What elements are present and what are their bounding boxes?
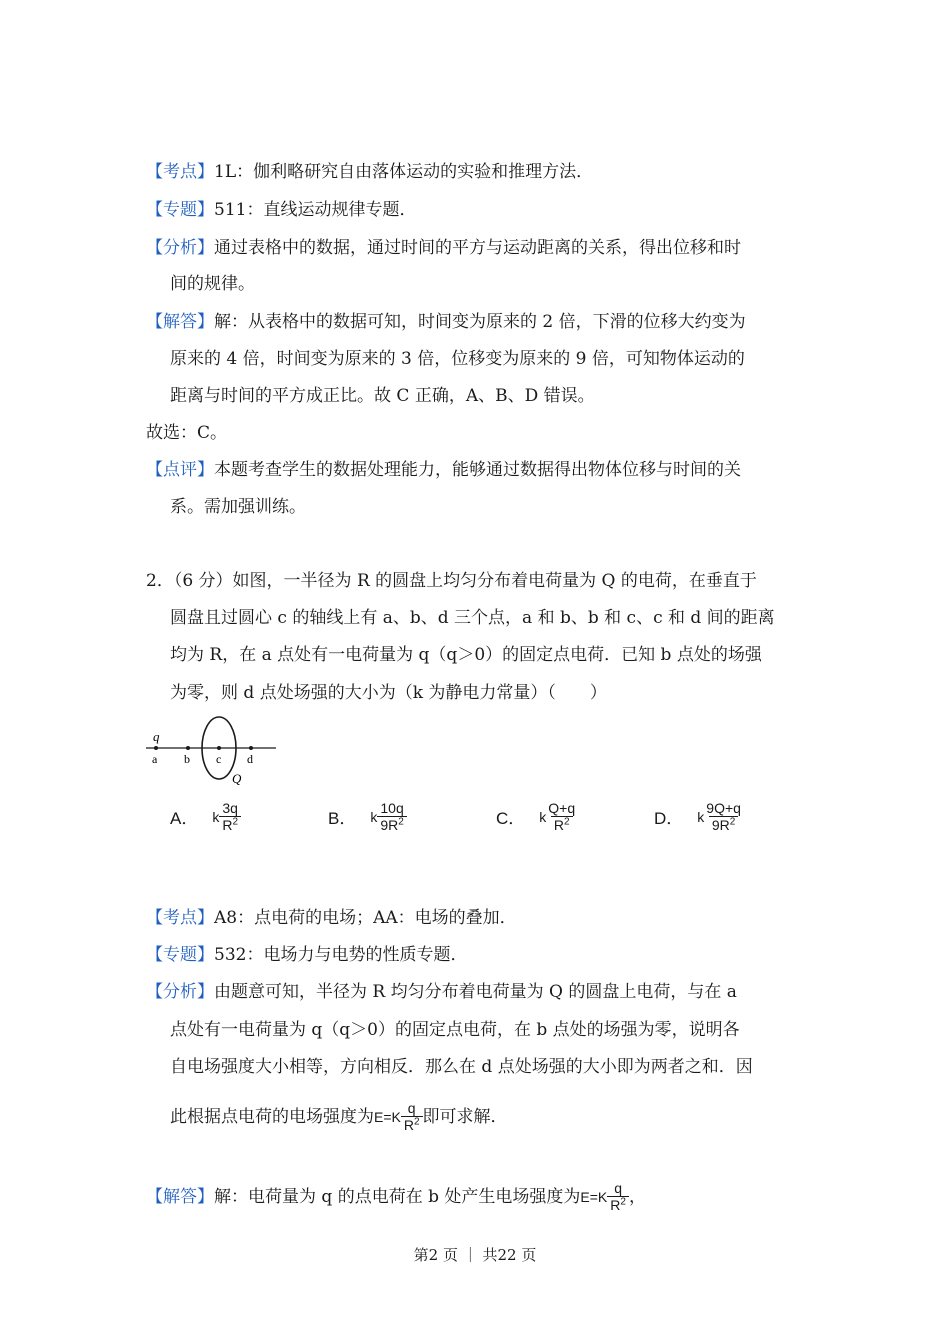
label-b: b <box>184 752 190 766</box>
jieda-tag: 【解答】 <box>146 1186 214 1207</box>
point-c <box>217 746 221 750</box>
q1-zhuanti: 【专题】511：直线运动规律专题． <box>146 200 417 220</box>
zhuanti-tag: 【专题】 <box>146 945 214 965</box>
q2-fenxi-cont-2: 自电场强度大小相等，方向相反．那么在 d 点处场强的大小即为两者之和．因 <box>170 1057 753 1077</box>
q2-fenxi: 【分析】由题意可知，半径为 R 均匀分布着电荷量为 Q 的圆盘上电荷，与在 a <box>146 982 737 1002</box>
point-d <box>249 746 253 750</box>
disk-axis-figure <box>144 715 284 790</box>
q1-fenxi-cont: 间的规律。 <box>170 274 255 294</box>
label-d: d <box>247 752 253 766</box>
q2-zhuanti: 【专题】532：电场力与电势的性质专题． <box>146 945 468 965</box>
label-Q: Q <box>232 771 242 786</box>
label-a: a <box>152 752 158 766</box>
q2-stem-2: 圆盘且过圆心 c 的轴线上有 a、b、d 三个点，a 和 b、b 和 c、c 和 d 间的距离 <box>170 608 775 628</box>
field-formula-2: $\frac{q}{R^2}$ <box>607 1180 629 1213</box>
option-a-fraction: $\frac{3q}{R^2}$ <box>219 800 241 833</box>
q1-fenxi: 【分析】通过表格中的数据，通过时间的平方与运动距离的关系，得出位移和时 <box>146 238 741 258</box>
option-d: D． k $\frac{9Q+q}{9R^2}$ <box>654 800 741 833</box>
fenxi-tag: 【分析】 <box>146 982 214 1002</box>
option-c-fraction: $\frac{Q+q}{R^2}$ <box>548 800 576 833</box>
option-b: B． k $\frac{10q}{9R^2}$ <box>328 800 407 833</box>
kaodian-tag: 【考点】 <box>146 908 214 928</box>
q1-answer: 故选：C。 <box>146 423 228 443</box>
q1-kaodian: 【考点】1L：伽利略研究自由落体运动的实验和推理方法． <box>146 162 594 182</box>
field-formula: $\frac{q}{R^2}$ <box>401 1100 423 1133</box>
option-a: A． k $\frac{3q}{R^2}$ <box>170 800 241 833</box>
q1-jieda-cont-1: 原来的 4 倍，时间变为原来的 3 倍，位移变为原来的 9 倍，可知物体运动的 <box>170 349 745 369</box>
q2-fenxi-cont-1: 点处有一电荷量为 q（q＞0）的固定点电荷，在 b 点处的场强为零，说明各 <box>170 1020 740 1040</box>
q2-jieda: 【解答】 解：电荷量为 q 的点电荷在 b 处产生电场强度为 E=K $\frac{q}{R^2}$ ， <box>146 1180 646 1213</box>
q1-jieda: 【解答】解：从表格中的数据可知，时间变为原来的 2 倍，下滑的位移大约变为 <box>146 312 746 332</box>
dianping-tag: 【点评】 <box>146 460 214 480</box>
page-footer: 第2 页 ｜ 共22 页 <box>413 1246 537 1264</box>
jieda-tag: 【解答】 <box>146 312 214 332</box>
q1-jieda-cont-2: 距离与时间的平方成正比。故 C 正确，A、B、D 错误。 <box>170 386 595 406</box>
q2-kaodian: 【考点】A8：点电荷的电场；AA：电场的叠加． <box>146 908 517 928</box>
point-a <box>154 746 158 750</box>
option-c: C． k $\frac{Q+q}{R^2}$ <box>496 800 576 833</box>
zhuanti-tag: 【专题】 <box>146 200 214 220</box>
option-d-fraction: $\frac{9Q+q}{9R^2}$ <box>706 800 741 833</box>
q2-stem-3: 均为 R，在 a 点处有一电荷量为 q（q＞0）的固定点电荷．已知 b 点处的场强 <box>170 645 762 665</box>
q1-dianping-cont: 系。需加强训练。 <box>170 497 306 517</box>
label-q: q <box>153 729 160 744</box>
q2-stem-4: 为零，则 d 点处场强的大小为（k 为静电力常量）（ ） <box>170 683 607 703</box>
fenxi-tag: 【分析】 <box>146 238 214 258</box>
kaodian-tag: 【考点】 <box>146 162 214 182</box>
q2-stem-1: 2．（6 分）如图，一半径为 R 的圆盘上均匀分布着电荷量为 Q 的电荷，在垂直于 <box>146 571 757 591</box>
label-c: c <box>216 752 222 766</box>
point-b <box>186 746 190 750</box>
q1-dianping: 【点评】本题考查学生的数据处理能力，能够通过数据得出物体位移与时间的关 <box>146 460 741 480</box>
q2-fenxi-cont-3: 此根据点电荷的电场强度为 E=K $\frac{q}{R^2}$ 即可求解． <box>170 1100 508 1133</box>
option-b-fraction: $\frac{10q}{9R^2}$ <box>377 800 406 833</box>
